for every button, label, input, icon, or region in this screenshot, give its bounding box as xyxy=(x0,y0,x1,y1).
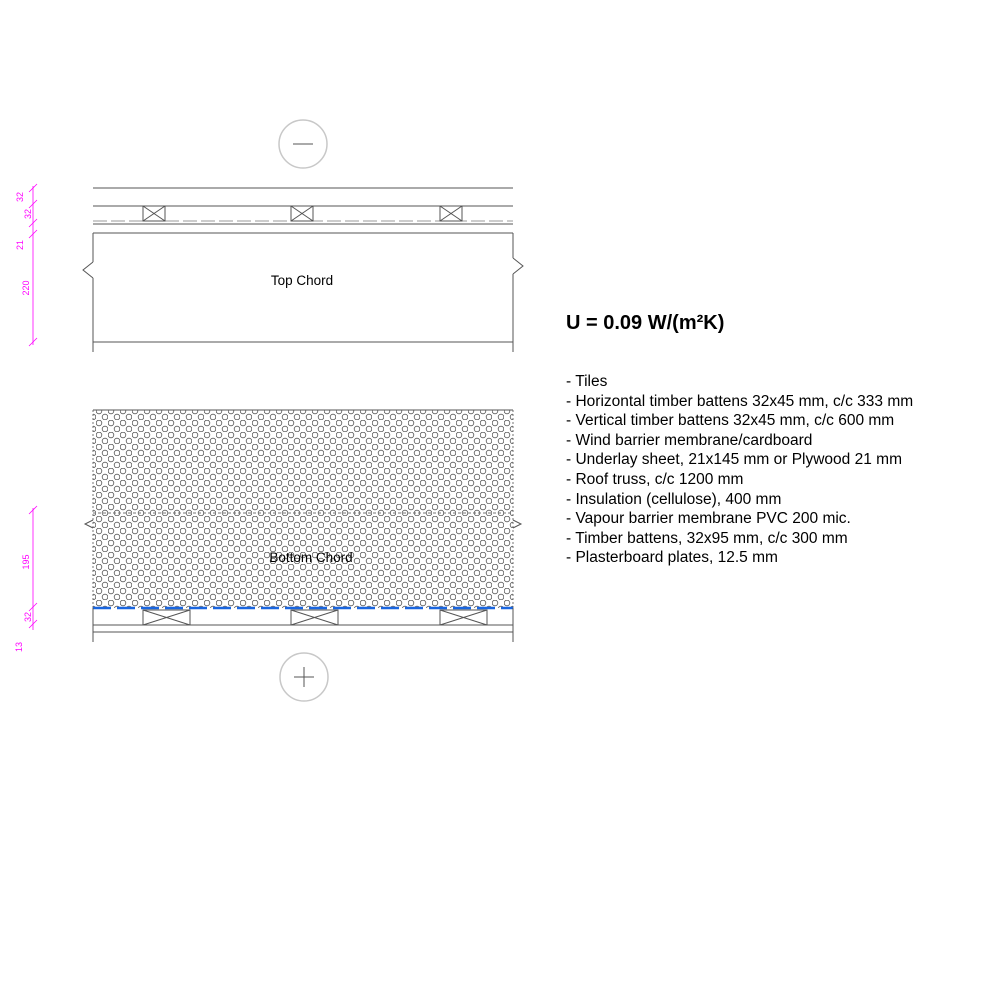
top-batten xyxy=(143,206,165,221)
insulation xyxy=(93,410,513,608)
layer-item: - Tiles xyxy=(566,373,608,390)
u-value-heading: U = 0.09 W/(m²K) xyxy=(566,312,725,334)
exterior-side-marker xyxy=(279,120,327,168)
dimension-label: 195 xyxy=(21,554,31,570)
layer-item: - Plasterboard plates, 12.5 mm xyxy=(566,549,778,567)
top-batten xyxy=(291,206,313,221)
dimension-label: 13 xyxy=(14,641,24,653)
dimension-label: 32 xyxy=(23,611,33,623)
layer-item: - Roof truss, c/c 1200 mm xyxy=(566,470,744,488)
layer-list xyxy=(566,372,913,568)
bottom-chord-label: Bottom Chord xyxy=(269,550,353,565)
top-batten xyxy=(440,206,462,221)
bottom-batten xyxy=(291,610,338,625)
layer-item: - Vertical timber battens 32x45 mm, c/c 600 mm xyxy=(566,412,895,430)
dimension-label: 220 xyxy=(21,280,31,296)
top-chord-label: Top Chord xyxy=(270,273,334,288)
layer-item: - Underlay sheet, 21x145 mm or Plywood 21 mm xyxy=(566,451,902,469)
layer-item: - Wind barrier membrane/cardboard xyxy=(566,431,813,449)
dimension-label: 32 xyxy=(15,191,25,203)
bottom-batten xyxy=(143,610,190,625)
layer-item: - Horizontal timber battens 32x45 mm, c/c 333 mm xyxy=(566,392,914,410)
interior-side-marker xyxy=(280,653,328,701)
dimension-label: 32 xyxy=(23,208,33,220)
dimension-label: 21 xyxy=(15,239,25,251)
top-chord xyxy=(83,233,523,352)
bottom-batten xyxy=(440,610,487,625)
layer-item: - Insulation (cellulose), 400 mm xyxy=(566,490,782,508)
layer-item: - Vapour barrier membrane PVC 200 mic. xyxy=(566,510,851,528)
layer-item: - Timber battens, 32x95 mm, c/c 300 mm xyxy=(566,529,848,547)
